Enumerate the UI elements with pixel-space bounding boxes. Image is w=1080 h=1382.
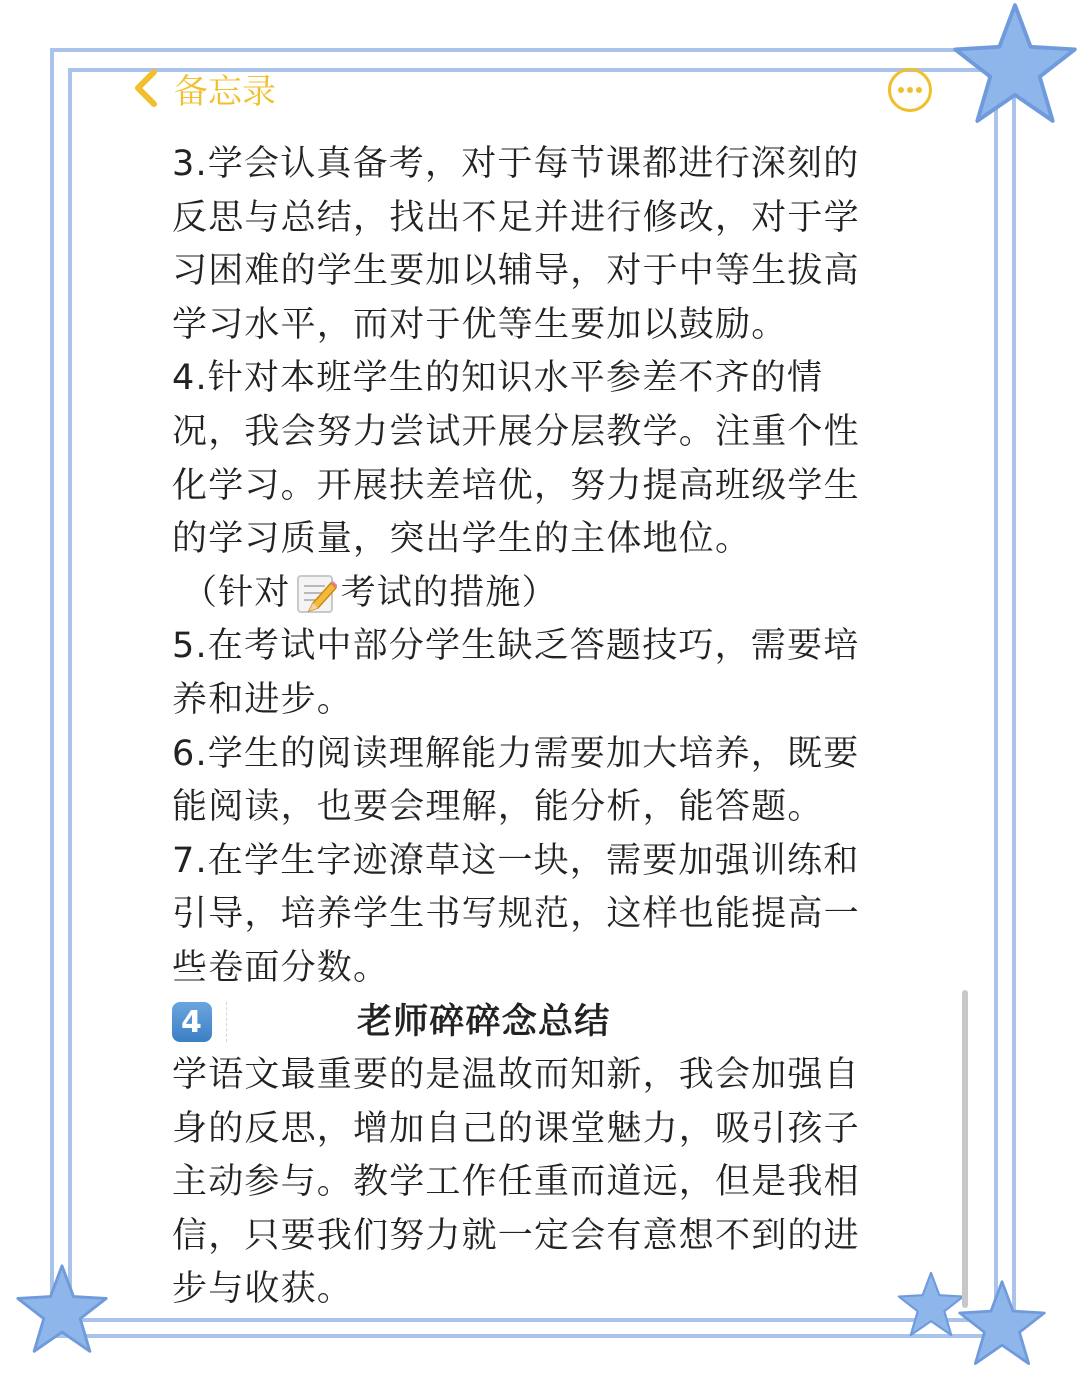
redacted-name: [226, 1002, 347, 1042]
sub-note: [172, 567, 902, 621]
note-line: 4.针对本班学生的知识水平参差不齐的情: [172, 358, 824, 399]
memo-pencil-icon: [295, 573, 337, 615]
star-icon: [14, 1262, 110, 1358]
star-icon: [956, 1278, 1048, 1370]
note-body[interactable]: [172, 138, 902, 1317]
note-line: 步与收获。: [172, 1269, 354, 1310]
section-title: 老师碎碎念总结: [357, 1001, 611, 1042]
note-line: 些卷面分数。: [172, 947, 390, 988]
note-line: 的学习质量，突出学生的主体地位。: [172, 519, 752, 560]
keycap-4-icon: 4: [172, 1002, 212, 1042]
back-button[interactable]: [132, 62, 276, 114]
note-line: 7.在学生字迹潦草这一块，需要加强训练和: [172, 840, 860, 881]
note-line: 学语文最重要的是温故而知新，我会加强自: [172, 1055, 860, 1096]
back-label: 备忘录: [174, 71, 276, 112]
section-heading: [172, 996, 902, 1050]
note-line: 主动参与。教学工作任重而道远，但是我相: [172, 1162, 860, 1203]
note-line: 习困难的学生要加以辅导，对于中等生拔高: [172, 251, 860, 292]
chevron-left-icon: [132, 68, 160, 108]
star-icon: [950, 0, 1080, 130]
ellipsis-circle-icon: [887, 67, 933, 113]
note-line: 养和进步。: [172, 679, 354, 720]
note-line: 学习水平，而对于优等生要加以鼓励。: [172, 304, 788, 345]
note-line: 况，我会努力尝试开展分层教学。注重个性: [172, 411, 860, 452]
note-line: 反思与总结，找出不足并进行修改，对于学: [172, 197, 860, 238]
note-line: 信，只要我们努力就一定会有意想不到的进: [172, 1215, 860, 1256]
sub-note-suffix: 考试的措施）: [340, 572, 558, 613]
note-line: 身的反思，增加自己的课堂魅力，吸引孩子: [172, 1108, 860, 1149]
note-line: 6.学生的阅读理解能力需要加大培养，既要: [172, 733, 860, 774]
scrollbar[interactable]: [962, 990, 968, 1308]
note-line: 3.学会认真备考，对于每节课都进行深刻的: [172, 144, 860, 184]
note-line: 5.在考试中部分学生缺乏答题技巧，需要培: [172, 626, 860, 667]
note-line: 能阅读，也要会理解，能分析，能答题。: [172, 787, 824, 828]
note-line: 引导，培养学生书写规范，这样也能提高一: [172, 894, 860, 935]
note-line: 化学习。开展扶差培优，努力提高班级学生: [172, 465, 860, 506]
sub-note-prefix: （针对: [182, 572, 291, 613]
more-options-button[interactable]: [887, 67, 933, 113]
